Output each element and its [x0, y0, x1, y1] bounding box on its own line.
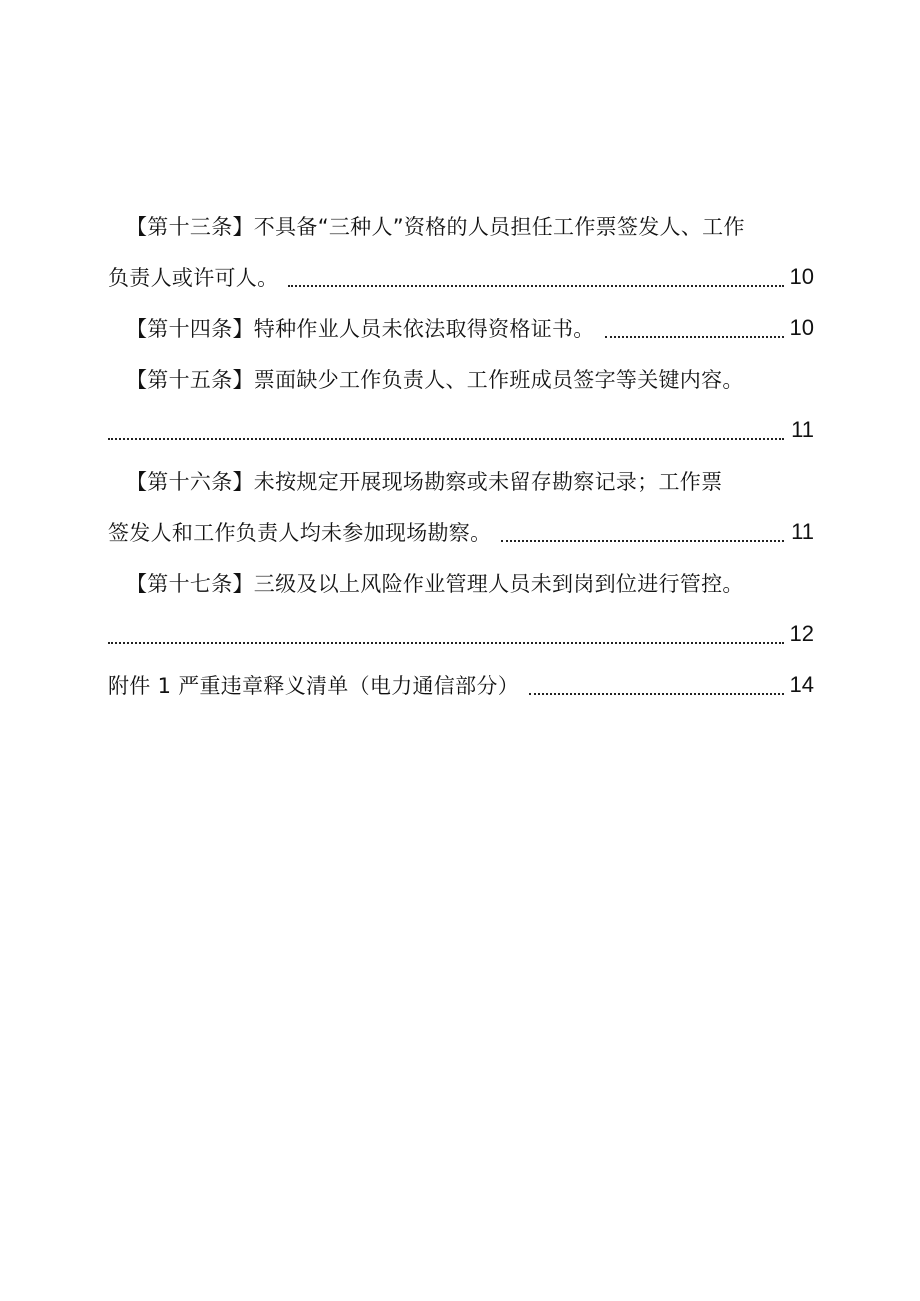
dot-leader — [288, 285, 783, 287]
toc-page-number: 11 — [791, 518, 814, 544]
toc-page-number: 14 — [789, 671, 814, 697]
dot-leader — [529, 693, 784, 695]
dot-leader — [605, 336, 784, 338]
toc-entry-article-14[interactable] — [108, 302, 814, 353]
toc-entry-appendix-1[interactable] — [108, 659, 814, 710]
toc-entry-title: 【第十七条】三级及以上风险作业管理人员未到岗到位进行管控。 — [126, 571, 744, 596]
toc-page-number: 10 — [789, 263, 814, 289]
toc-entry-article-13[interactable] — [108, 200, 814, 302]
toc-entry-row — [108, 302, 814, 353]
dot-leader — [108, 642, 784, 644]
toc-page-number: 11 — [791, 416, 814, 442]
toc-entry-title-continued: 负责人或许可人。 — [108, 265, 279, 290]
toc-entry-article-16[interactable] — [108, 455, 814, 557]
toc-entry-title: 【第十三条】不具备“三种人”资格的人员担任工作票签发人、工作 — [126, 214, 745, 239]
toc-page-number: 12 — [789, 620, 814, 646]
dot-leader — [501, 540, 784, 542]
table-of-contents — [108, 200, 814, 710]
toc-entry-continuation — [108, 608, 814, 659]
toc-page-number: 10 — [789, 314, 814, 340]
toc-entry-title: 【第十六条】未按规定开展现场勘察或未留存勘察记录；工作票 — [126, 469, 723, 494]
toc-entry-title: 【第十五条】票面缺少工作负责人、工作班成员签字等关键内容。 — [126, 367, 744, 392]
toc-entry-title-continued: 签发人和工作负责人均未参加现场勘察。 — [108, 520, 492, 545]
toc-entry-continuation — [108, 506, 814, 557]
toc-entry-continuation — [108, 251, 814, 302]
toc-entry-article-15[interactable] — [108, 353, 814, 455]
dot-leader — [108, 438, 784, 440]
toc-entry-title: 附件 1 严重违章释义清单（电力通信部分） — [108, 673, 520, 698]
toc-entry-continuation — [108, 404, 814, 455]
toc-entry-article-17[interactable] — [108, 557, 814, 659]
toc-entry-title: 【第十四条】特种作业人员未依法取得资格证书。 — [126, 316, 595, 341]
toc-entry-row — [108, 659, 814, 710]
